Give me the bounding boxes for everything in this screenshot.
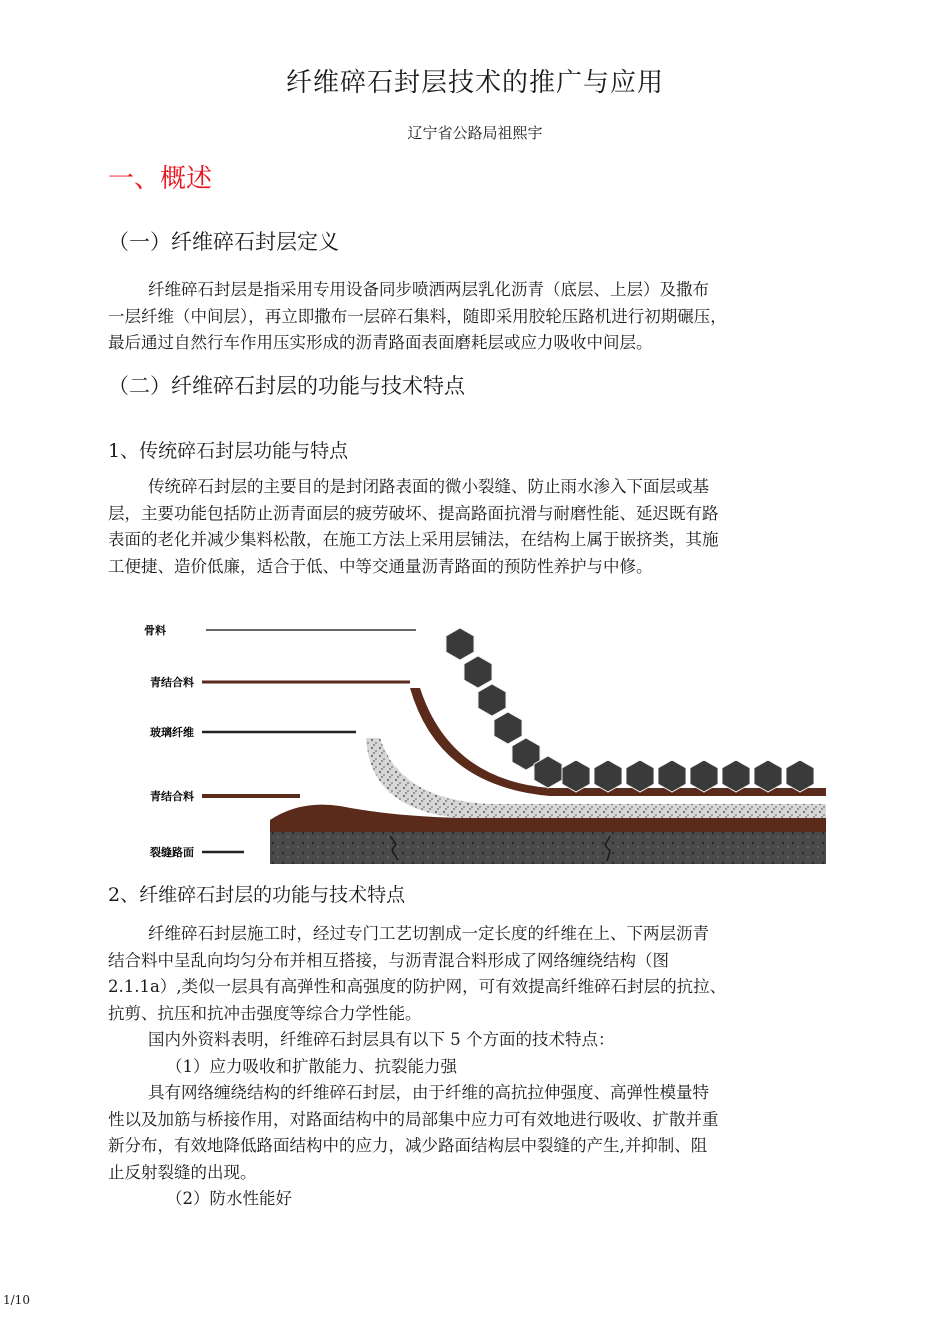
section-heading-overview: 一、概述: [108, 164, 213, 194]
label-binder-top: 青结合料: [150, 677, 194, 689]
text-line: 工便捷、造价低廉，适合于低、中等交通量沥青路面的预防性养护与中修。: [108, 556, 653, 576]
author-line: 辽宁省公路局祖熙宇: [407, 124, 543, 142]
label-binder-bottom: 青结合料: [150, 791, 194, 803]
feature-heading-1: （1）应力吸收和扩散能力、抗裂能力强: [166, 1056, 457, 1076]
text-line: 层，主要功能包括防止沥青面层的疲劳破坏、提高路面抗滑与耐磨性能、延迟既有路: [108, 503, 719, 523]
text-line: 传统碎石封层的主要目的是封闭路表面的微小裂缝、防止雨水渗入下面层或基: [148, 477, 709, 496]
page-number: 1/10: [3, 1293, 30, 1307]
text-line: 最后通过自然行车作用压实形成的沥青路面表面磨耗层或应力吸收中间层。: [108, 333, 653, 352]
label-cracked-pavement: 裂缝路面: [150, 847, 194, 859]
label-glass-fiber: 玻璃纤维: [150, 727, 194, 739]
text-line: 抗剪、抗压和抗冲击强度等综合力学性能。: [108, 1003, 422, 1023]
text-line: 止反射裂缝的出现。: [108, 1162, 257, 1182]
subsection-heading-function: （二）纤维碎石封层的功能与技术特点: [108, 374, 465, 398]
text-line: 性以及加筋与桥接作用，对路面结构中的局部集中应力可有效地进行吸收、扩散并重: [108, 1109, 719, 1129]
text-line: 纤维碎石封层是指采用专用设备同步喷洒两层乳化沥青（底层、上层）及撒布: [148, 280, 709, 299]
text-line: 新分布，有效地降低路面结构中的应力，减少路面结构层中裂缝的产生,并抑制、阻: [108, 1136, 708, 1155]
subsection-heading-definition: （一）纤维碎石封层定义: [108, 230, 339, 254]
aggregate-layer: [446, 628, 814, 792]
item-heading-traditional: 1、传统碎石封层功能与特点: [108, 440, 349, 462]
item-heading-fiber: 2、纤维碎石封层的功能与技术特点: [108, 884, 406, 906]
text-line: 纤维碎石封层施工时，经过专门工艺切割成一定长度的纤维在上、下两层沥青: [148, 924, 709, 943]
text-line: 一层纤维（中间层），再立即撒布一层碎石集料，随即采用胶轮压路机进行初期碾压，: [108, 306, 727, 326]
text-line: 结合料中呈乱向均匀分布并相互搭接，与沥青混合料形成了网络缠绕结构（图: [108, 950, 669, 970]
text-line: 国内外资料表明，纤维碎石封层具有以下 5 个方面的技术特点：: [148, 1030, 615, 1049]
feature-heading-2: （2）防水性能好: [166, 1189, 292, 1208]
fiber-paragraph: [108, 921, 868, 1213]
document-title: 纤维碎石封层技术的推广与应用: [285, 68, 664, 98]
traditional-paragraph: [108, 474, 868, 580]
cracked-pavement-layer: [270, 832, 826, 864]
text-line: 表面的老化并减少集料松散，在施工方法上采用层铺法，在结构上属于嵌挤类，其施: [108, 530, 719, 549]
text-line: 2.1.1a）,类似一层具有高弹性和高强度的防护网，可有效提高纤维碎石封层的抗拉、: [108, 977, 727, 996]
definition-paragraph: [108, 277, 868, 357]
text-line: 具有网络缠绕结构的纤维碎石封层，由于纤维的高抗拉伸强度、高弹性模量特: [148, 1083, 709, 1102]
layer-structure-figure: [130, 610, 830, 870]
label-aggregate: 骨料: [144, 625, 166, 637]
